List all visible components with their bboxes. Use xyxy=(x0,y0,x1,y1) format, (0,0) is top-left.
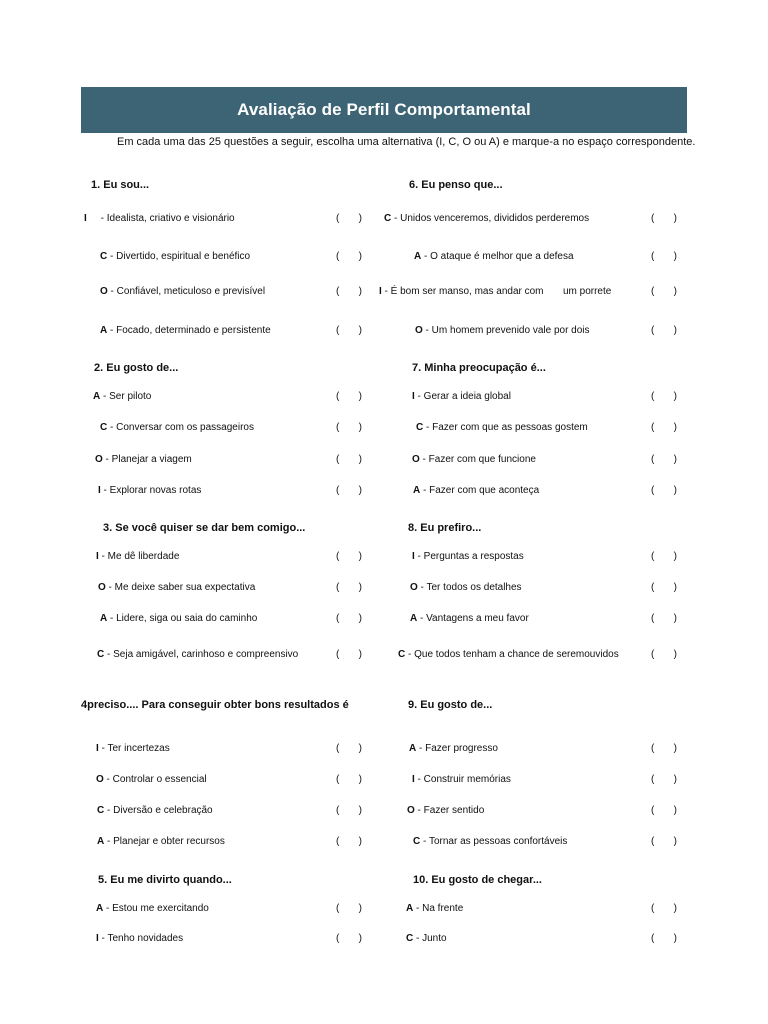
answer-box-close: ) xyxy=(358,325,362,336)
answer-box-open: ( xyxy=(651,805,655,816)
option-row xyxy=(100,422,254,433)
answer-box-close: ) xyxy=(673,422,677,433)
option-letter: C xyxy=(398,649,406,660)
option-letter: I xyxy=(96,743,99,754)
answer-box-open: ( xyxy=(651,391,655,402)
option-separator: - xyxy=(107,325,117,336)
question-title: 6. Eu penso que... xyxy=(409,179,503,191)
answer-box-close: ) xyxy=(358,213,362,224)
option-text: Planejar e obter recursos xyxy=(113,836,225,847)
option-text: Planejar a viagem xyxy=(111,454,192,465)
option-letter: A xyxy=(93,391,101,402)
answer-box[interactable] xyxy=(336,805,362,816)
answer-box[interactable] xyxy=(651,582,677,593)
answer-box-open: ( xyxy=(651,213,655,224)
option-separator: - xyxy=(103,903,113,914)
option-separator: - xyxy=(414,774,424,785)
option-text: Me deixe saber sua expectativa xyxy=(114,582,256,593)
option-letter: C xyxy=(416,422,424,433)
option-row xyxy=(412,774,511,785)
option-letter: I xyxy=(379,286,382,297)
answer-box-close: ) xyxy=(673,485,677,496)
answer-box[interactable] xyxy=(336,743,362,754)
answer-box[interactable] xyxy=(651,251,677,262)
option-row xyxy=(100,325,271,336)
option-row xyxy=(412,551,524,562)
option-separator: - xyxy=(86,213,107,224)
option-row xyxy=(398,649,619,660)
option-letter: C xyxy=(100,422,108,433)
option-row xyxy=(412,454,536,465)
answer-box[interactable] xyxy=(651,933,677,944)
option-row xyxy=(407,805,484,816)
option-letter: O xyxy=(95,454,103,465)
answer-box-close: ) xyxy=(358,836,362,847)
answer-box-close: ) xyxy=(673,649,677,660)
option-letter: C xyxy=(384,213,392,224)
option-letter: A xyxy=(100,613,108,624)
answer-box[interactable] xyxy=(651,391,677,402)
answer-box-close: ) xyxy=(673,903,677,914)
option-text: Explorar novas rotas xyxy=(109,485,202,496)
option-text: Um homem prevenido vale por dois xyxy=(431,325,590,336)
option-text: Tenho novidades xyxy=(107,933,184,944)
answer-box-close: ) xyxy=(673,613,677,624)
option-row xyxy=(84,213,235,224)
option-letter: C xyxy=(100,251,108,262)
answer-box-open: ( xyxy=(336,836,340,847)
answer-box[interactable] xyxy=(336,485,362,496)
option-text: Ter todos os detalhes xyxy=(426,582,522,593)
answer-box[interactable] xyxy=(336,213,362,224)
answer-box[interactable] xyxy=(336,251,362,262)
question-title: 8. Eu prefiro... xyxy=(408,522,482,534)
option-row xyxy=(97,805,213,816)
option-separator: - xyxy=(104,649,114,660)
answer-box-open: ( xyxy=(651,422,655,433)
option-separator: - xyxy=(105,582,115,593)
question-title: 9. Eu gosto de... xyxy=(408,699,493,711)
answer-box[interactable] xyxy=(651,213,677,224)
answer-box-open: ( xyxy=(336,551,340,562)
option-row xyxy=(414,251,574,262)
option-row xyxy=(98,485,201,496)
option-letter: O xyxy=(98,582,106,593)
option-text: Fazer com que as pessoas gostem xyxy=(432,422,588,433)
answer-box-open: ( xyxy=(336,743,340,754)
answer-box-open: ( xyxy=(651,286,655,297)
option-letter: O xyxy=(100,286,108,297)
answer-box[interactable] xyxy=(336,933,362,944)
answer-box-close: ) xyxy=(358,454,362,465)
option-row xyxy=(95,454,192,465)
option-separator: - xyxy=(107,422,117,433)
option-separator: - xyxy=(417,613,427,624)
option-letter: I xyxy=(96,933,99,944)
option-row xyxy=(413,485,539,496)
answer-box-open: ( xyxy=(336,613,340,624)
option-letter: A xyxy=(409,743,417,754)
answer-box-open: ( xyxy=(336,213,340,224)
option-text: Fazer com que aconteça xyxy=(429,485,540,496)
option-separator: - xyxy=(104,836,114,847)
option-row xyxy=(406,903,463,914)
option-text: Idealista, criativo e visionário xyxy=(106,213,235,224)
option-text: Diversão e celebração xyxy=(113,805,213,816)
question-title: 7. Minha preocupação é... xyxy=(412,362,546,374)
answer-box[interactable] xyxy=(336,551,362,562)
option-letter: A xyxy=(413,485,421,496)
intro-text: Em cada uma das 25 questões a seguir, escolha uma alternativa (I, C, O ou A) e marque-a no espaço correspondente. xyxy=(117,136,696,148)
option-separator: - xyxy=(405,649,415,660)
option-text: Na frente xyxy=(422,903,464,914)
answer-box-open: ( xyxy=(651,649,655,660)
answer-box[interactable] xyxy=(651,325,677,336)
option-text: Vantagens a meu favor xyxy=(426,613,529,624)
answer-box-close: ) xyxy=(358,286,362,297)
option-text: O ataque é melhor que a defesa xyxy=(430,251,574,262)
answer-box-close: ) xyxy=(358,774,362,785)
option-letter: C xyxy=(97,805,105,816)
question-title: 3. Se você quiser se dar bem comigo... xyxy=(103,522,306,534)
option-separator: - xyxy=(417,582,427,593)
answer-box-close: ) xyxy=(358,551,362,562)
option-row xyxy=(96,774,207,785)
option-text: Junto xyxy=(422,933,447,944)
answer-box-open: ( xyxy=(336,933,340,944)
answer-box[interactable] xyxy=(336,903,362,914)
option-text: Construir memórias xyxy=(423,774,511,785)
option-text: Lidere, siga ou saia do caminho xyxy=(116,613,258,624)
page-title: Avaliação de Perfil Comportamental xyxy=(237,100,531,119)
option-separator: - xyxy=(98,551,108,562)
answer-box[interactable] xyxy=(651,836,677,847)
option-text: Gerar a ideia global xyxy=(423,391,511,402)
option-row xyxy=(100,286,265,297)
answer-box-close: ) xyxy=(673,805,677,816)
answer-box-open: ( xyxy=(336,649,340,660)
option-separator: - xyxy=(103,774,113,785)
option-text: Que todos tenham a chance de seremouvidos xyxy=(414,649,619,660)
answer-box-open: ( xyxy=(336,454,340,465)
option-row xyxy=(100,613,257,624)
option-text: Conversar com os passageiros xyxy=(116,422,254,433)
option-separator: - xyxy=(414,551,424,562)
option-separator: - xyxy=(100,485,110,496)
option-separator: - xyxy=(98,743,108,754)
answer-box-close: ) xyxy=(358,613,362,624)
option-separator: - xyxy=(420,485,430,496)
option-separator: - xyxy=(107,286,117,297)
option-row xyxy=(406,933,447,944)
answer-box-close: ) xyxy=(673,836,677,847)
option-text: Confiável, meticuloso e previsível xyxy=(116,286,266,297)
option-text: Fazer com que funcione xyxy=(428,454,536,465)
option-row xyxy=(93,391,151,402)
answer-box-close: ) xyxy=(673,213,677,224)
option-letter: O xyxy=(415,325,423,336)
answer-box-close: ) xyxy=(358,805,362,816)
answer-box-open: ( xyxy=(651,933,655,944)
option-letter: A xyxy=(97,836,105,847)
answer-box[interactable] xyxy=(651,903,677,914)
option-letter: C xyxy=(406,933,414,944)
option-letter: O xyxy=(407,805,415,816)
answer-box-open: ( xyxy=(336,582,340,593)
answer-box-open: ( xyxy=(651,551,655,562)
answer-box[interactable] xyxy=(336,454,362,465)
answer-box-close: ) xyxy=(358,582,362,593)
option-row xyxy=(384,213,589,224)
answer-box-open: ( xyxy=(336,903,340,914)
answer-box[interactable] xyxy=(336,422,362,433)
option-text: Seja amigável, carinhoso e compreensivo xyxy=(113,649,299,660)
option-letter: I xyxy=(84,213,87,224)
option-text: Ter incertezas xyxy=(107,743,170,754)
answer-box[interactable] xyxy=(651,422,677,433)
option-row xyxy=(410,582,522,593)
answer-box-open: ( xyxy=(336,422,340,433)
option-letter: I xyxy=(98,485,101,496)
answer-box-close: ) xyxy=(673,286,677,297)
answer-box-open: ( xyxy=(336,251,340,262)
option-row xyxy=(415,325,590,336)
answer-box-close: ) xyxy=(358,251,362,262)
option-row xyxy=(97,836,225,847)
option-row xyxy=(379,286,611,297)
answer-box-open: ( xyxy=(336,485,340,496)
option-row xyxy=(98,582,255,593)
option-row xyxy=(96,903,209,914)
answer-box-open: ( xyxy=(651,325,655,336)
answer-box-close: ) xyxy=(358,933,362,944)
option-letter: I xyxy=(412,774,415,785)
option-letter: C xyxy=(97,649,105,660)
option-separator: - xyxy=(421,251,431,262)
answer-box-open: ( xyxy=(651,903,655,914)
option-separator: - xyxy=(98,933,108,944)
answer-box-close: ) xyxy=(673,933,677,944)
option-letter: A xyxy=(96,903,104,914)
answer-box[interactable] xyxy=(651,774,677,785)
answer-box[interactable] xyxy=(651,649,677,660)
answer-box[interactable] xyxy=(336,391,362,402)
answer-box-close: ) xyxy=(673,251,677,262)
option-text: Estou me exercitando xyxy=(112,903,209,914)
answer-box-open: ( xyxy=(336,805,340,816)
option-row xyxy=(100,251,250,262)
option-text: Controlar o essencial xyxy=(112,774,207,785)
answer-box[interactable] xyxy=(651,485,677,496)
option-separator: - xyxy=(414,391,424,402)
question-title: 2. Eu gosto de... xyxy=(94,362,179,374)
answer-box-open: ( xyxy=(651,836,655,847)
answer-box-close: ) xyxy=(358,903,362,914)
answer-box-open: ( xyxy=(651,743,655,754)
option-text: Fazer sentido xyxy=(423,805,485,816)
answer-box-close: ) xyxy=(673,774,677,785)
answer-box-open: ( xyxy=(651,582,655,593)
answer-box[interactable] xyxy=(651,551,677,562)
option-separator: - xyxy=(416,743,426,754)
answer-box-open: ( xyxy=(336,391,340,402)
answer-box-close: ) xyxy=(358,649,362,660)
option-letter: I xyxy=(412,391,415,402)
option-separator: - xyxy=(104,805,114,816)
option-row xyxy=(97,649,298,660)
answer-box-open: ( xyxy=(651,774,655,785)
answer-box[interactable] xyxy=(651,454,677,465)
option-text: Ser piloto xyxy=(109,391,152,402)
option-letter: O xyxy=(96,774,104,785)
answer-box-open: ( xyxy=(651,454,655,465)
option-text: Perguntas a respostas xyxy=(423,551,524,562)
option-separator: - xyxy=(423,422,433,433)
answer-box-close: ) xyxy=(673,391,677,402)
answer-box[interactable] xyxy=(336,836,362,847)
option-letter: A xyxy=(410,613,418,624)
answer-box-open: ( xyxy=(336,774,340,785)
option-separator: - xyxy=(420,836,429,847)
answer-box-open: ( xyxy=(651,613,655,624)
answer-box-close: ) xyxy=(358,391,362,402)
option-separator: - xyxy=(102,454,112,465)
option-row xyxy=(410,613,529,624)
option-row xyxy=(96,743,170,754)
option-text: Tornar as pessoas confortáveis xyxy=(428,836,568,847)
answer-box-close: ) xyxy=(673,325,677,336)
option-separator: - xyxy=(100,391,110,402)
answer-box[interactable] xyxy=(651,613,677,624)
question-title: 1. Eu sou... xyxy=(91,179,150,191)
option-text: Focado, determinado e persistente xyxy=(116,325,271,336)
option-separator: - xyxy=(391,213,401,224)
option-row xyxy=(96,551,179,562)
option-separator: - xyxy=(107,613,117,624)
option-letter: O xyxy=(412,454,420,465)
option-letter: I xyxy=(412,551,415,562)
option-row xyxy=(416,422,588,433)
answer-box[interactable] xyxy=(336,613,362,624)
option-separator: - xyxy=(413,903,423,914)
answer-box[interactable] xyxy=(336,286,362,297)
option-row xyxy=(96,933,183,944)
option-separator: - xyxy=(414,805,424,816)
option-letter: I xyxy=(96,551,99,562)
answer-box-close: ) xyxy=(673,551,677,562)
answer-box[interactable] xyxy=(336,582,362,593)
answer-box-close: ) xyxy=(358,422,362,433)
question-title: 4preciso.... Para conseguir obter bons resultados é xyxy=(81,699,349,711)
option-letter: O xyxy=(410,582,418,593)
option-separator: - xyxy=(381,286,391,297)
option-separator: - xyxy=(419,454,429,465)
answer-box-open: ( xyxy=(651,485,655,496)
answer-box[interactable] xyxy=(336,649,362,660)
answer-box[interactable] xyxy=(336,325,362,336)
option-row xyxy=(413,836,567,847)
answer-box-close: ) xyxy=(673,454,677,465)
option-text: Me dê liberdade xyxy=(107,551,180,562)
answer-box[interactable] xyxy=(651,743,677,754)
answer-box[interactable] xyxy=(336,774,362,785)
answer-box-close: ) xyxy=(673,743,677,754)
answer-box-close: ) xyxy=(358,485,362,496)
option-text: Fazer progresso xyxy=(425,743,498,754)
option-separator: - xyxy=(107,251,117,262)
option-letter: A xyxy=(100,325,108,336)
answer-box-open: ( xyxy=(336,286,340,297)
answer-box[interactable] xyxy=(651,286,677,297)
answer-box-close: ) xyxy=(673,582,677,593)
option-separator: - xyxy=(422,325,432,336)
option-row xyxy=(412,391,511,402)
answer-box[interactable] xyxy=(651,805,677,816)
answer-box-open: ( xyxy=(651,251,655,262)
option-letter: C xyxy=(413,836,421,847)
option-separator: - xyxy=(413,933,423,944)
option-letter: A xyxy=(414,251,422,262)
option-letter: A xyxy=(406,903,414,914)
question-title: 5. Eu me divirto quando... xyxy=(98,874,232,886)
option-row xyxy=(409,743,498,754)
option-text: É bom ser manso, mas andar com um porrete xyxy=(390,286,612,297)
answer-box-open: ( xyxy=(336,325,340,336)
option-text: Unidos venceremos, divididos perderemos xyxy=(400,213,590,224)
title-banner xyxy=(81,87,687,133)
option-text: Divertido, espiritual e benéfico xyxy=(116,251,251,262)
question-title: 10. Eu gosto de chegar... xyxy=(413,874,542,886)
answer-box-close: ) xyxy=(358,743,362,754)
